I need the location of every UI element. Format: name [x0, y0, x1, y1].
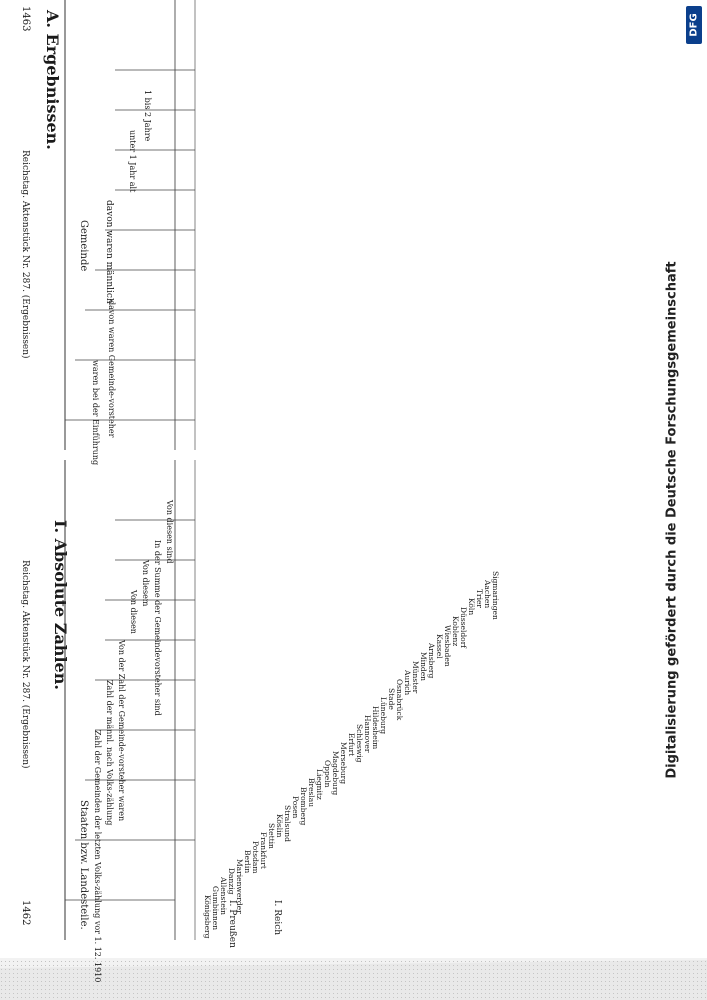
row-label: Sigmaringen [491, 571, 500, 620]
row-label: Hildesheim [371, 706, 380, 750]
row-label: Aurich [403, 670, 412, 696]
row-label: Koblenz [451, 616, 460, 647]
digitization-note [652, 90, 692, 950]
row-label: Stettin [267, 823, 276, 849]
row-label: Potsdam [251, 841, 260, 874]
row-label: Oppeln [323, 760, 332, 788]
left-group-label: I. Preußen [227, 900, 237, 948]
right-column-header: davon waren Gemeinde-vorsteher [107, 300, 116, 438]
left-column-header: In der Summe der Gemeindevorsteher sind [153, 540, 162, 716]
right-column-header: 1 bis 2 Jahre [143, 90, 152, 142]
left-stub-header: Staaten bzw. Landesteile. [78, 800, 89, 930]
row-label: Marienwerder [235, 859, 244, 914]
row-label: Danzig [227, 868, 236, 895]
left-column-header: Zahl der Gemeinden der letzten Volks-zählung vor 1. 12. 1910 [93, 730, 102, 983]
left-row-labels [203, 571, 500, 939]
right-group-title: Gemeinde [78, 220, 89, 272]
row-label: Erfurt [347, 733, 356, 757]
digitization-note-text: Digitalisierung gefördert durch die Deutsche Forschungsgemeinschaft [664, 261, 680, 779]
row-label: Schleswig [355, 724, 364, 763]
running-head-left: Reichstag. Aktenstück Nr. 287. (Ergebnissen) [20, 560, 30, 769]
row-label: Arnsberg [427, 643, 436, 679]
row-label: Aachen [483, 580, 492, 609]
row-label: Trier [475, 589, 484, 609]
row-label: Köln [467, 598, 476, 616]
row-label: Wiesbaden [443, 625, 452, 667]
page-number-right: 1463 [20, 6, 31, 32]
left-column-header: Von diesen [129, 590, 138, 634]
left-column-header: Von diesem [141, 560, 150, 607]
right-subgroup-title: davon waren männlich [104, 200, 114, 304]
right-column-header: unter 1 Jahr alt [128, 130, 137, 193]
left-column-header: Von diesen sind [165, 500, 174, 564]
row-label: Münster [411, 661, 420, 694]
row-label: Kassel [435, 634, 444, 659]
row-label: Königsberg [203, 895, 212, 939]
left-group-label: I. Reich [272, 900, 282, 936]
row-label: Liegnitz [315, 769, 324, 800]
row-label: Düsseldorf [459, 607, 468, 649]
row-label: Allenstein [219, 877, 228, 916]
row-label: Minden [419, 652, 428, 681]
row-label: Bromberg [299, 787, 308, 826]
row-label: Gumbinnen [211, 886, 220, 931]
row-label: Köslin [275, 814, 284, 838]
right-section [43, 0, 195, 465]
left-section-title: I. Absolute Zahlen. [51, 520, 70, 690]
row-label: Magdeburg [331, 751, 340, 796]
row-label: Stade [387, 688, 396, 710]
right-section-title: A. Ergebnissen. [43, 10, 62, 150]
dfg-logo [686, 6, 702, 44]
row-label: Frankfurt [259, 832, 268, 869]
running-head-right: Reichstag. Aktenstück Nr. 287. (Ergebnissen) [20, 150, 30, 359]
left-column-header: Zahl der männl. nach Volks-zählung [105, 680, 114, 826]
dfg-logo-text: DFG [688, 13, 700, 37]
row-label: Stralsund [283, 805, 292, 842]
row-label: Merseburg [339, 742, 348, 785]
left-section [51, 460, 500, 982]
row-label: Lüneburg [379, 697, 388, 735]
row-label: Breslau [307, 778, 316, 808]
row-label: Osnabrück [395, 679, 404, 721]
page-number-left: 1462 [20, 900, 31, 926]
left-column-header: Von der Zahl der Gemeinde-vorsteher waren [117, 640, 126, 822]
row-label: Posen [291, 796, 300, 819]
row-label: Berlin [243, 850, 252, 874]
right-column-header: waren bei der Einführung [91, 360, 100, 466]
scan-edge-noise [0, 958, 707, 1000]
row-label: Hannover [363, 715, 372, 753]
